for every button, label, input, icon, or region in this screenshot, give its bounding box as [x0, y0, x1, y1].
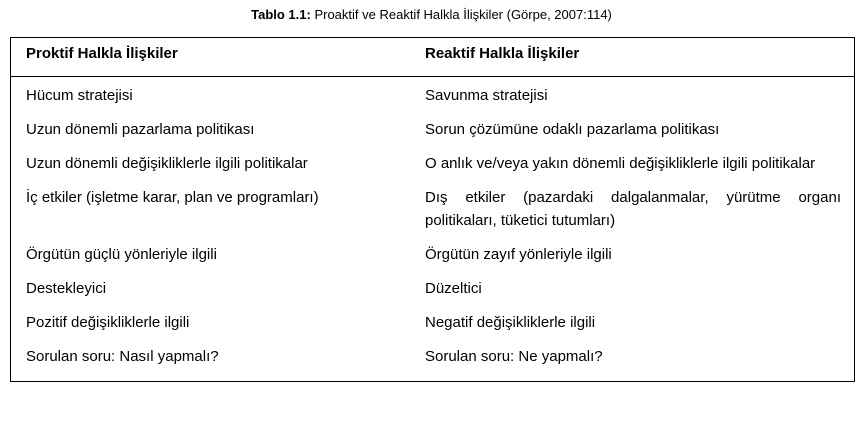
cell-reactive: Sorun çözümüne odaklı pazarlama politikası — [425, 121, 720, 138]
cell-reactive: O anlık ve/veya yakın dönemli değişikliklerle ilgili politikalar — [425, 155, 816, 172]
table-row — [11, 186, 855, 243]
cell-proactive: Uzun dönemli pazarlama politikası — [26, 121, 255, 138]
table-header-row — [11, 38, 855, 77]
cell-proactive: Hücum stratejisi — [26, 87, 133, 104]
header-proactive: Proktif Halkla İlişkiler — [11, 38, 423, 77]
table-row — [11, 311, 855, 345]
table-row — [11, 77, 855, 119]
comparison-table — [10, 37, 855, 382]
cell-reactive: Düzeltici — [425, 280, 482, 297]
cell-reactive: Sorulan soru: Ne yapmalı? — [425, 348, 603, 365]
table-row — [11, 277, 855, 311]
caption-label: Tablo 1.1: — [251, 7, 311, 22]
cell-reactive: Savunma stratejisi — [425, 87, 548, 104]
header-reactive: Reaktif Halkla İlişkiler — [422, 38, 855, 77]
cell-proactive: İç etkiler (işletme karar, plan ve programları) — [26, 189, 319, 206]
cell-proactive: Örgütün güçlü yönleriyle ilgili — [26, 246, 217, 263]
cell-proactive: Pozitif değişikliklerle ilgili — [26, 314, 190, 331]
table-caption — [0, 6, 863, 24]
table-row — [11, 118, 855, 152]
cell-proactive: Uzun dönemli değişikliklerle ilgili politikalar — [26, 155, 308, 172]
cell-proactive: Destekleyici — [26, 280, 107, 297]
table-row — [11, 243, 855, 277]
cell-proactive: Sorulan soru: Nasıl yapmalı? — [26, 348, 219, 365]
cell-reactive: Negatif değişikliklerle ilgili — [425, 314, 596, 331]
table-row — [11, 345, 855, 382]
cell-reactive: Dış etkiler (pazardaki dalgalanmalar, yürütme organı politikaları, tüketici tutumları) — [425, 189, 841, 229]
caption-text: Proaktif ve Reaktif Halkla İlişkiler (Görpe, 2007:114) — [310, 7, 612, 22]
table-row — [11, 152, 855, 186]
cell-reactive: Örgütün zayıf yönleriyle ilgili — [425, 246, 612, 263]
